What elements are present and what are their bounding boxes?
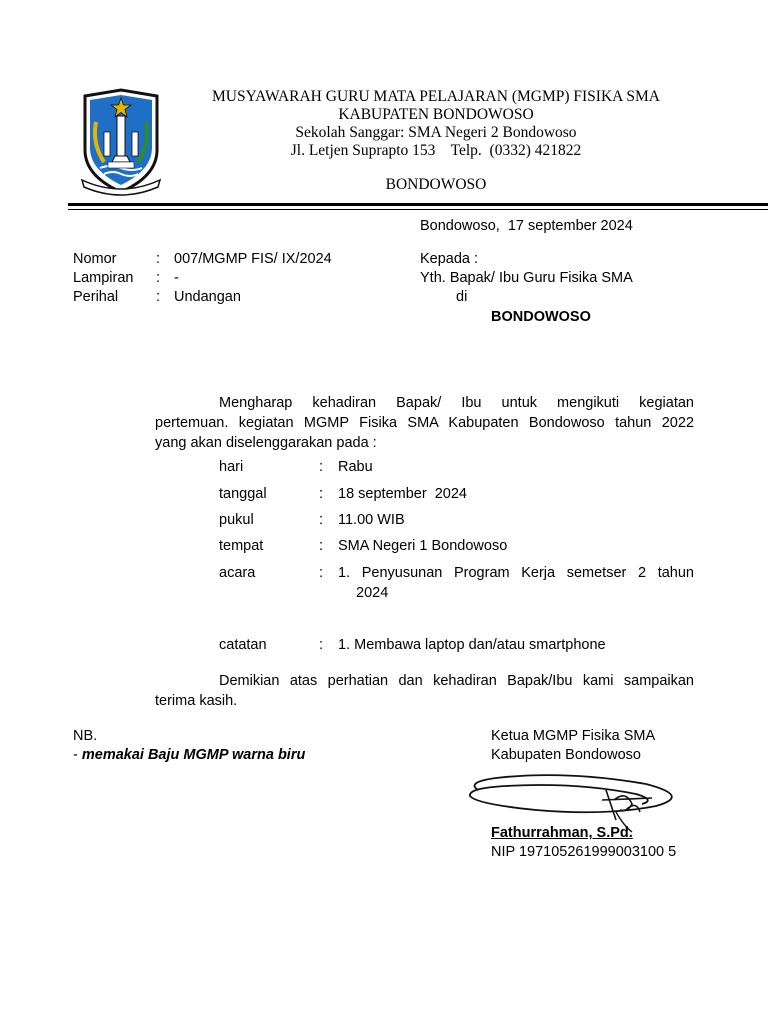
intro-line-2: pertemuan. kegiatan MGMP Fisika SMA Kabupaten Bondowoso tahun 2022 xyxy=(155,415,694,431)
detail-colon: : xyxy=(319,459,324,475)
closing-line-1: Demikian atas perhatian dan kehadiran Bapak/Ibu kami sampaikan xyxy=(219,673,694,689)
detail-label-tanggal: tanggal xyxy=(219,486,267,502)
detail-value-acara xyxy=(338,565,694,581)
nb-note xyxy=(73,747,305,763)
perihal-value: Undangan xyxy=(174,289,241,305)
detail-value-pukul: 11.00 WIB xyxy=(338,512,405,528)
nomor-label: Nomor xyxy=(73,251,117,267)
lampiran-label: Lampiran xyxy=(73,270,134,286)
lampiran-colon: : xyxy=(156,270,161,286)
detail-value-tempat: SMA Negeri 1 Bondowoso xyxy=(338,538,508,554)
detail-value-tanggal: 18 september 2024 xyxy=(338,486,467,502)
signer-name: Fathurrahman, S.Pd. xyxy=(491,825,633,841)
closing-line-2: terima kasih. xyxy=(155,693,238,709)
lampiran-value: - xyxy=(174,270,179,286)
acara-line-2: 2024 xyxy=(356,585,389,601)
detail-value-catatan: 1. Membawa laptop dan/atau smartphone xyxy=(338,637,606,653)
detail-label-hari: hari xyxy=(219,459,244,475)
nb-note-text: memakai Baju MGMP warna biru xyxy=(81,747,306,763)
letterhead-city: BONDOWOSO xyxy=(385,176,487,193)
recipient-di: di xyxy=(456,289,468,305)
letterhead-org-name: MUSYAWARAH GURU MATA PELAJARAN (MGMP) FISIKA SMA xyxy=(212,88,660,105)
recipient-city: BONDOWOSO xyxy=(491,309,591,325)
intro-paragraph xyxy=(155,393,694,453)
detail-label-pukul: pukul xyxy=(219,512,254,528)
closing-paragraph xyxy=(155,671,694,711)
letterhead-thin-rule xyxy=(68,209,768,210)
nb-title: NB. xyxy=(73,728,98,744)
intro-line-3: yang akan diselenggarakan pada : xyxy=(155,435,377,451)
letterhead-thick-rule xyxy=(68,203,768,206)
detail-colon: : xyxy=(319,538,324,554)
letterhead-school: Sekolah Sanggar: SMA Negeri 2 Bondowoso xyxy=(295,124,577,141)
signer-nip: NIP 197105261999003100 5 xyxy=(491,844,677,860)
detail-colon: : xyxy=(319,637,324,653)
detail-colon: : xyxy=(319,565,324,581)
recipient-yth: Yth. Bapak/ Ibu Guru Fisika SMA xyxy=(420,270,633,286)
letter-date: Bondowoso, 17 september 2024 xyxy=(420,218,633,234)
recipient-kepada: Kepada : xyxy=(420,251,479,267)
detail-value-hari: Rabu xyxy=(338,459,373,475)
east-java-crest-logo xyxy=(80,88,162,196)
detail-label-catatan: catatan xyxy=(219,637,267,653)
nb-dash: - xyxy=(73,747,82,763)
intro-line-1: Mengharap kehadiran Bapak/ Ibu untuk mengikuti kegiatan xyxy=(219,395,694,411)
nomor-colon: : xyxy=(156,251,161,267)
letterhead-regency: KABUPATEN BONDOWOSO xyxy=(338,106,534,123)
acara-line-1: 1. Penyusunan Program Kerja semetser 2 tahun xyxy=(338,565,694,581)
perihal-label: Perihal xyxy=(73,289,119,305)
detail-label-tempat: tempat xyxy=(219,538,264,554)
detail-label-acara: acara xyxy=(219,565,256,581)
signer-role-2: Kabupaten Bondowoso xyxy=(491,747,641,763)
signer-role-1: Ketua MGMP Fisika SMA xyxy=(491,728,656,744)
detail-colon: : xyxy=(319,486,324,502)
nomor-value: 007/MGMP FIS/ IX/2024 xyxy=(174,251,332,267)
perihal-colon: : xyxy=(156,289,161,305)
letterhead-address: Jl. Letjen Suprapto 153 Telp. (0332) 421822 xyxy=(290,142,582,159)
detail-colon: : xyxy=(319,512,324,528)
